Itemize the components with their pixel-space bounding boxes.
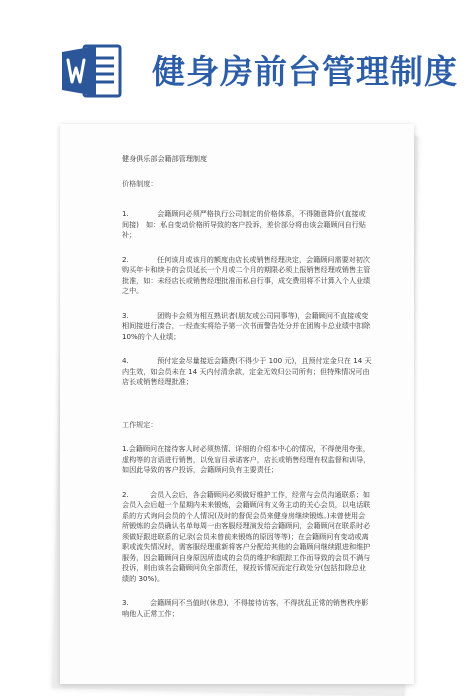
work-rule-1: 1.会籍顾问在接待客人时必须热情、详细的介绍本中心的情况，不得使用夸张，虚构等的言语进行销售，以免盲目承诺客户，店长或销售经理有权监督和训导，如因此导致的客户投诉，会籍顾问负有主要责任； xyxy=(122,444,371,474)
header xyxy=(0,0,474,118)
page-title: 健身房前台管理制度 xyxy=(152,52,458,91)
price-rule-3: 3. 团购卡会须为相互熟识者(朋友或公司同事等)，会籍顾问不直接或变相间接进行凑合，一经查实将给予第一次书面警告处分并在团购卡总业绩中扣除10%的个人业绩； xyxy=(122,310,371,341)
document-preview xyxy=(60,124,416,669)
price-rule-1: 1. 会籍顾问必须严格执行公司制定的价格体系，不得随意降价(直接或间接) 如：私自变动价格所导致的客户投诉，差价部分将由该会籍顾问自行贴补； xyxy=(122,209,366,239)
price-rule-4: 4. 预付定金尽量接近会籍费(不得少于 100 元)，且预付定金只在 14 天内生效，如会员未在 14 天内付清余款，定金无效归公司所有；但特殊情况可由店长或销售经理批准； xyxy=(122,356,372,386)
price-rule-2: 2. 任何该月或该月的额度由店长或销售经理决定，会籍顾问需要对初次购买年卡和续卡的会员延长一个月或二个月的期限必须上报销售经理或销售主管批准，如：未经店长或销售经理批准而私自行事，成交费用将不计算入个人业绩之中。 xyxy=(122,254,371,295)
word-document-icon xyxy=(62,44,124,98)
work-rule-3: 3. 会籍顾问不当值时(休息)，不得接待访客，不得扰乱正常的销售秩序影响他人正常工作； xyxy=(122,598,369,618)
section-heading-price: 价格制度： xyxy=(122,178,158,188)
document-body xyxy=(122,154,372,619)
section-heading-work: 工作规定： xyxy=(122,419,158,429)
document-page xyxy=(60,124,414,684)
document-title: 健身俱乐部会籍部管理制度 xyxy=(122,154,208,163)
work-rule-2: 2. 会员入会后，各会籍顾问必须做好维护工作，经常与会员沟通联系；如会员入会后超一个星期内未来锻炼，会籍顾问有义务主动的关心会员，以电话联系的方式询问会员的个人情况(及时的督促会员来健身房继续锻炼。)未曾使用会所锻炼的会员确认名单每周一由客服经理演发给会籍顾问，会籍顾问在联系时必须做好跟进联系的记录(会员未曾前来锻炼的原因等等)；在会籍顾问有变动或离职或流失情况时，需客服经理重新将客户分配给其他的会籍顾问继续跟进和维护服务，因会籍顾问自身原因所造成的会员的维护和跟踪工作而导致的会员不满与投诉，则由该名会籍顾问负全部责任，视投诉情况而定行政处分(包括扣除总业绩的 30%)。 xyxy=(122,489,371,583)
